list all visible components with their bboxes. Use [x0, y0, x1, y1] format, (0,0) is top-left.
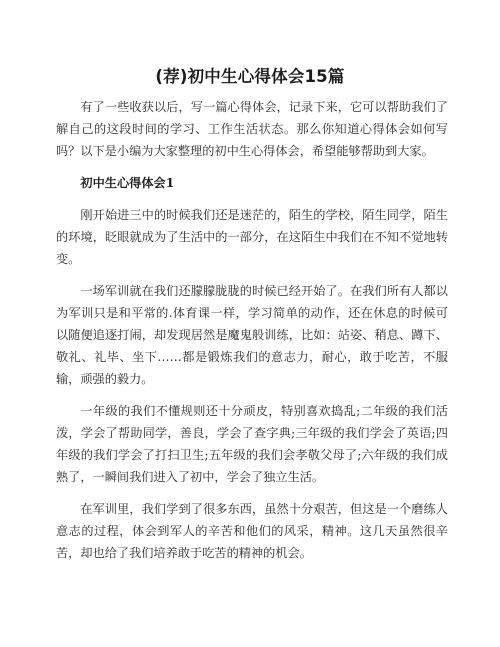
body-paragraph-4: 在军训里，我们学到了很多东西，虽然十分艰苦，但这是一个磨练人意志的过程，体会到军人的辛苦和他们的风采，精神。这几天虽然很辛苦，却也给了我们培养敢于吃苦的精神的机会。 [56, 502, 448, 560]
body-paragraph-2: 一场军训就在我们还朦朦胧胧的时候已经开始了。在我们所有人都以为军训只是和平常的.体育课一样，学习简单的动作，还在休息的时候可以随便追逐打闹，却发现居然是魔鬼般训练，比如：站姿、稍息、蹲下、敬礼、礼毕、坐下……都是锻炼我们的意志力，耐心，敢于吃苦，不服输，顽强的毅力。 [56, 284, 448, 386]
section-heading: 初中生心得体会1 [80, 176, 175, 190]
intro-paragraph: 有了一些收获以后，写一篇心得体会，记录下来，它可以帮助我们了解自己的这段时间的学习、工作生活状态。那么你知道心得体会如何写吗？以下是小编为大家整理的初中生心得体会，希望能够帮助到大家。 [56, 100, 448, 158]
body-paragraph-3: 一年级的我们不懂规则还十分顽皮，特别喜欢捣乱;二年级的我们活泼，学会了帮助同学，善良，学会了查字典;三年级的我们学会了英语;四年级的我们学会了打扫卫生;五年级的我们会孝敬父母了;六年级的我们成熟了，一瞬间我们进入了初中，学会了独立生活。 [56, 404, 448, 484]
document-title: (荐)初中生心得体会15篇 [155, 67, 345, 86]
body-paragraph-1: 刚开始进三中的时候我们还是迷茫的，陌生的学校，陌生同学，陌生的环境，眨眼就成为了生活中的一部分，在这陌生中我们在不知不觉地转变。 [56, 208, 448, 266]
document-body [56, 96, 448, 574]
